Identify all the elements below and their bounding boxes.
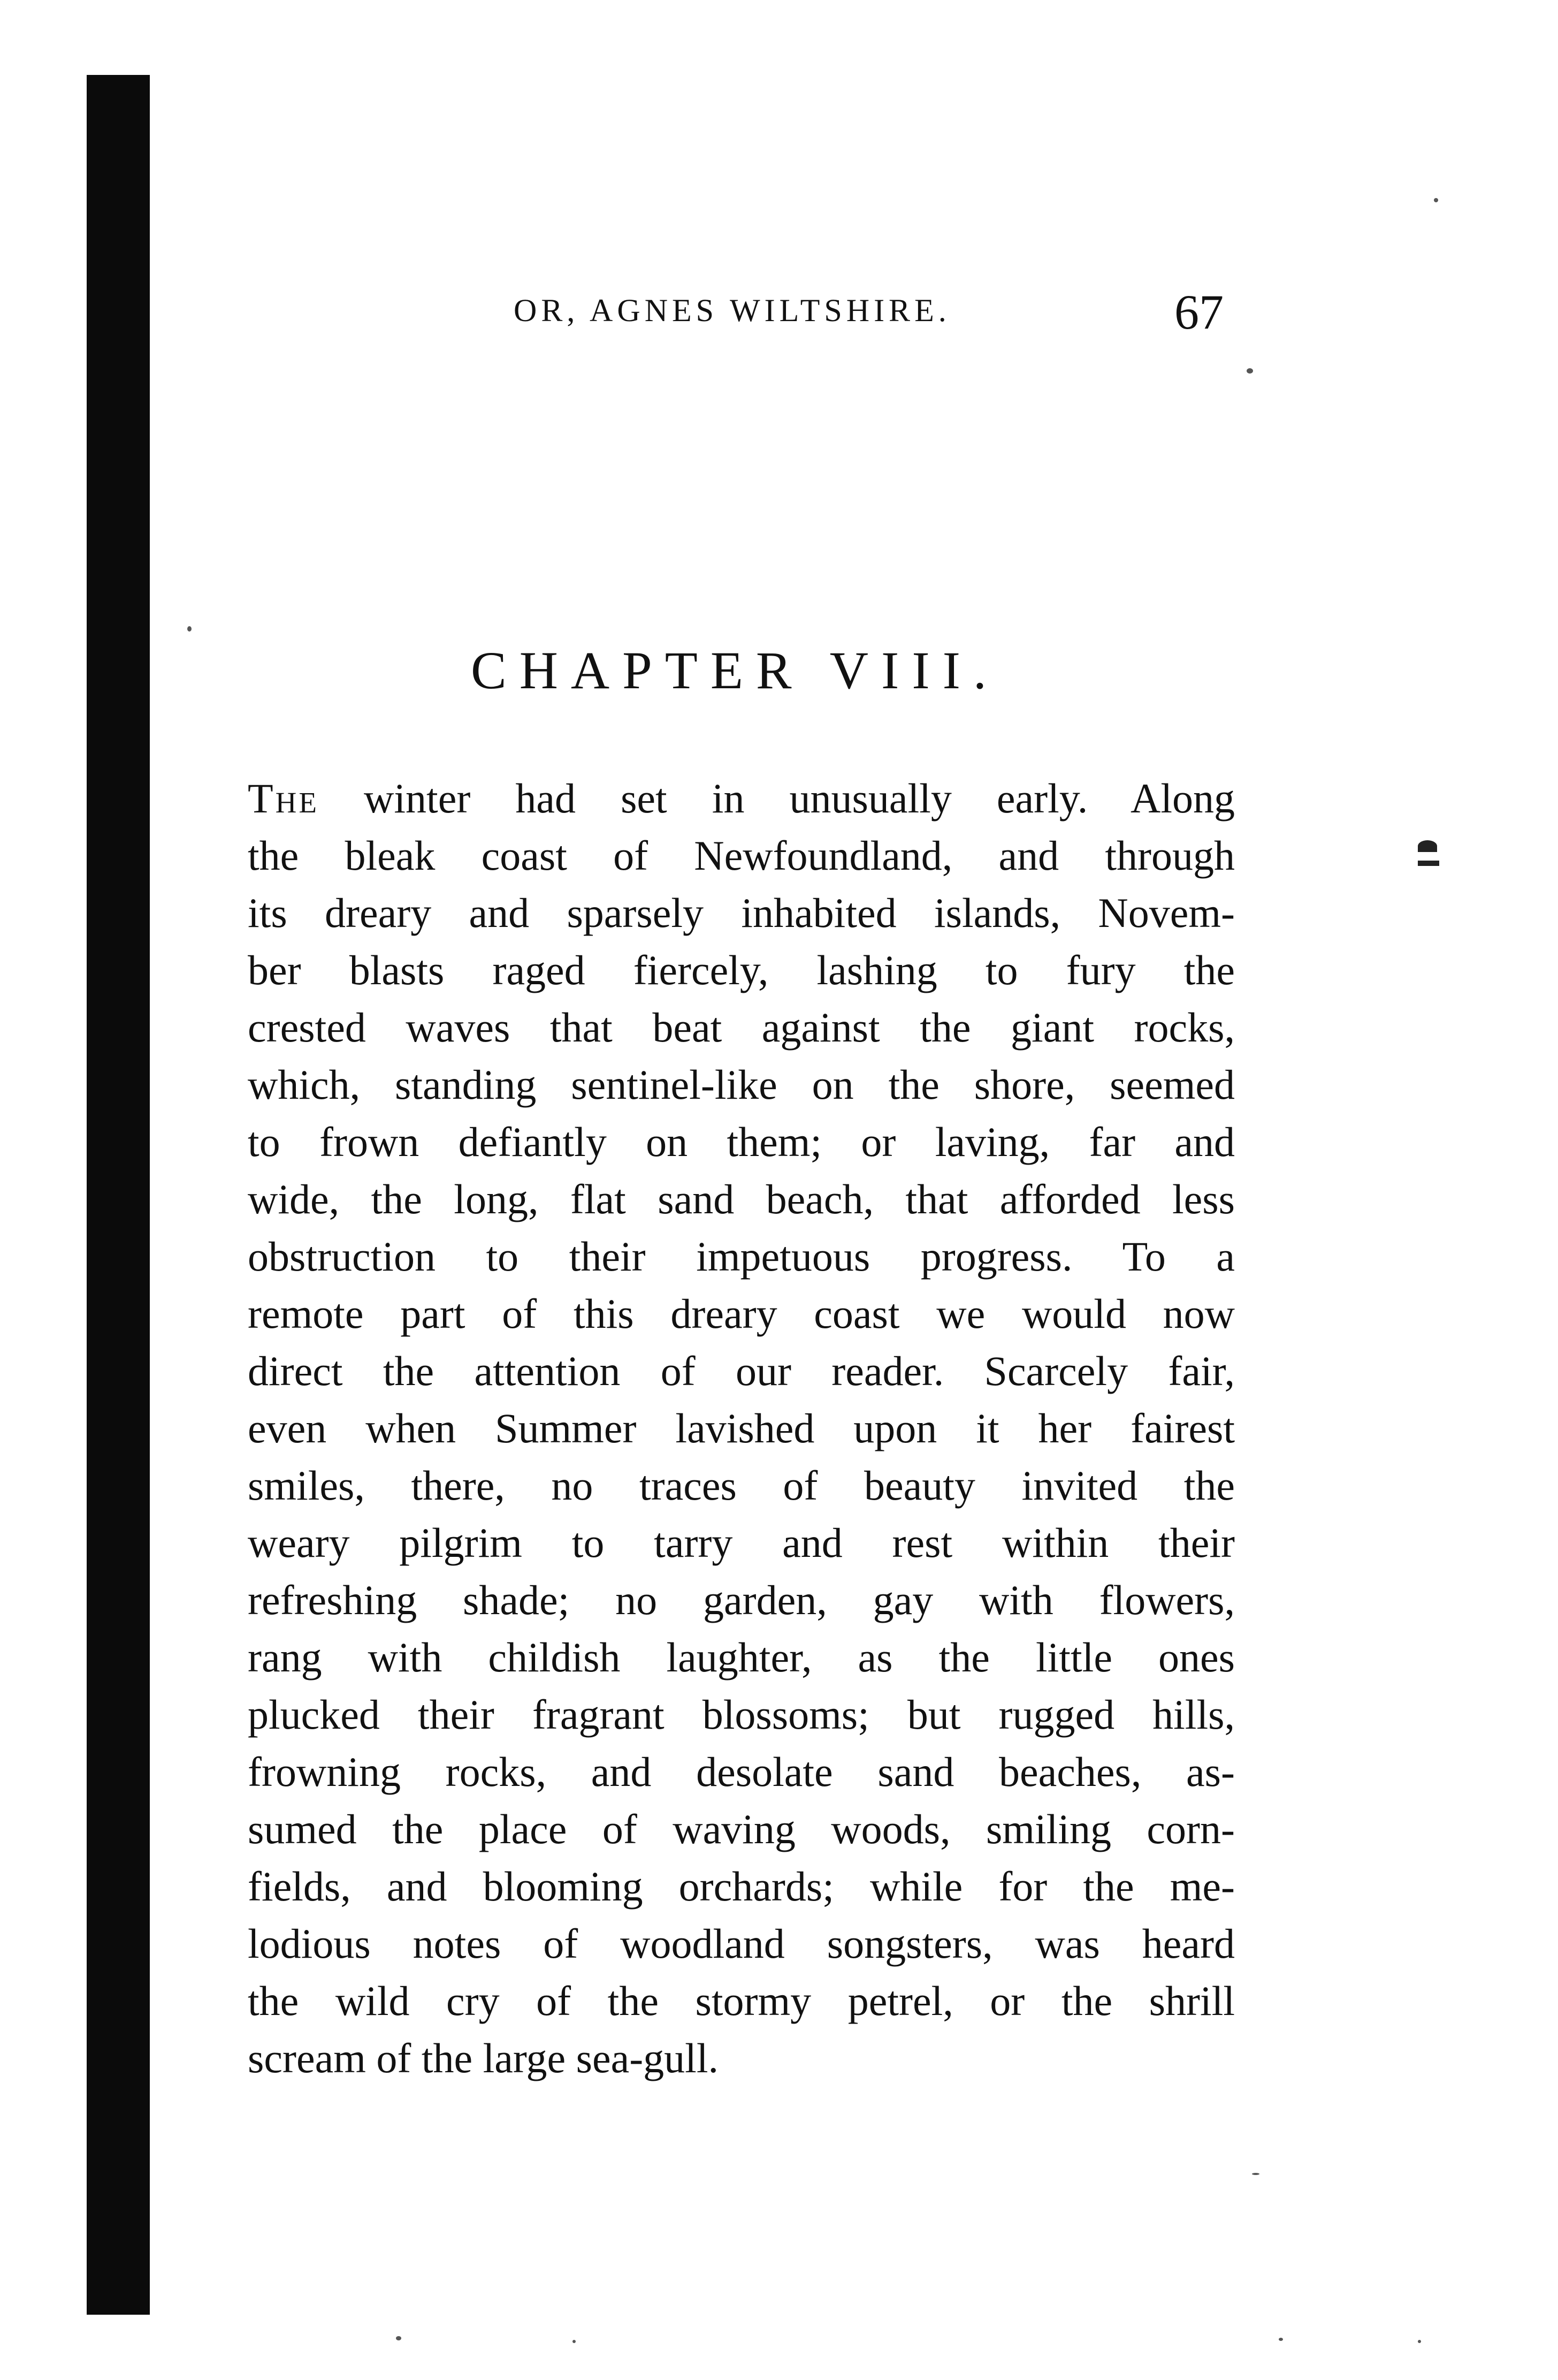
binding-shadow <box>87 75 150 2315</box>
text-line <box>248 770 1235 827</box>
scan-speck <box>1434 198 1438 202</box>
running-title: OR, AGNES WILTSHIRE. <box>514 293 951 328</box>
text-line: which, standing sentinel-like on the shore, seemed <box>248 1061 1235 1108</box>
opening-word: The <box>248 775 319 822</box>
text-line: the wild cry of the stormy petrel, or the shrill <box>248 1978 1235 2024</box>
text-line: to frown defiantly on them; or laving, far and <box>248 1119 1235 1165</box>
text-line: rang with childish laughter, as the little ones <box>248 1634 1235 1681</box>
text-line: sumed the place of waving woods, smiling corn- <box>248 1806 1235 1852</box>
scan-speck <box>187 626 192 632</box>
text-line: plucked their fragrant blossoms; but rugged hills, <box>248 1691 1235 1738</box>
text-line: crested waves that beat against the giant rocks, <box>248 1004 1235 1051</box>
text-line: weary pilgrim to tarry and rest within their <box>248 1519 1235 1566</box>
running-head <box>0 284 1558 348</box>
text-line: its dreary and sparsely inhabited islands, Novem- <box>248 889 1235 936</box>
scan-speck <box>1247 368 1253 374</box>
text-line: lodious notes of woodland songsters, was heard <box>248 1920 1235 1967</box>
text-line: remote part of this dreary coast we would now <box>248 1290 1235 1337</box>
text-line: fields, and blooming orchards; while for the me- <box>248 1863 1235 1910</box>
scan-speck <box>396 2336 401 2340</box>
text-line: wide, the long, flat sand beach, that afforded less <box>248 1176 1235 1222</box>
text-line: smiles, there, no traces of beauty invited the <box>248 1462 1235 1509</box>
text-line: frowning rocks, and desolate sand beaches, as- <box>248 1748 1235 1795</box>
chapter-body <box>248 770 1235 2087</box>
margin-mark <box>1418 840 1437 852</box>
line-text: winter had set in unusually early. Along <box>364 775 1235 822</box>
text-line: refreshing shade; no garden, gay with flowers, <box>248 1577 1235 1623</box>
chapter-heading: CHAPTER VIII. <box>471 641 999 700</box>
text-line: even when Summer lavished upon it her fairest <box>248 1405 1235 1451</box>
text-line: the bleak coast of Newfoundland, and through <box>248 832 1235 879</box>
margin-mark <box>1418 861 1439 866</box>
scan-speck <box>1279 2338 1283 2341</box>
scan-speck <box>1252 2173 1259 2175</box>
page-number: 67 <box>1174 285 1224 339</box>
scan-speck <box>572 2340 576 2343</box>
text-line: direct the attention of our reader. Scarcely fair, <box>248 1348 1235 1394</box>
text-line: ber blasts raged fiercely, lashing to fury the <box>248 947 1235 993</box>
scan-speck <box>1418 2340 1421 2343</box>
text-line: obstruction to their impetuous progress. To a <box>248 1233 1235 1280</box>
text-line: scream of the large sea-gull. <box>248 2035 719 2081</box>
